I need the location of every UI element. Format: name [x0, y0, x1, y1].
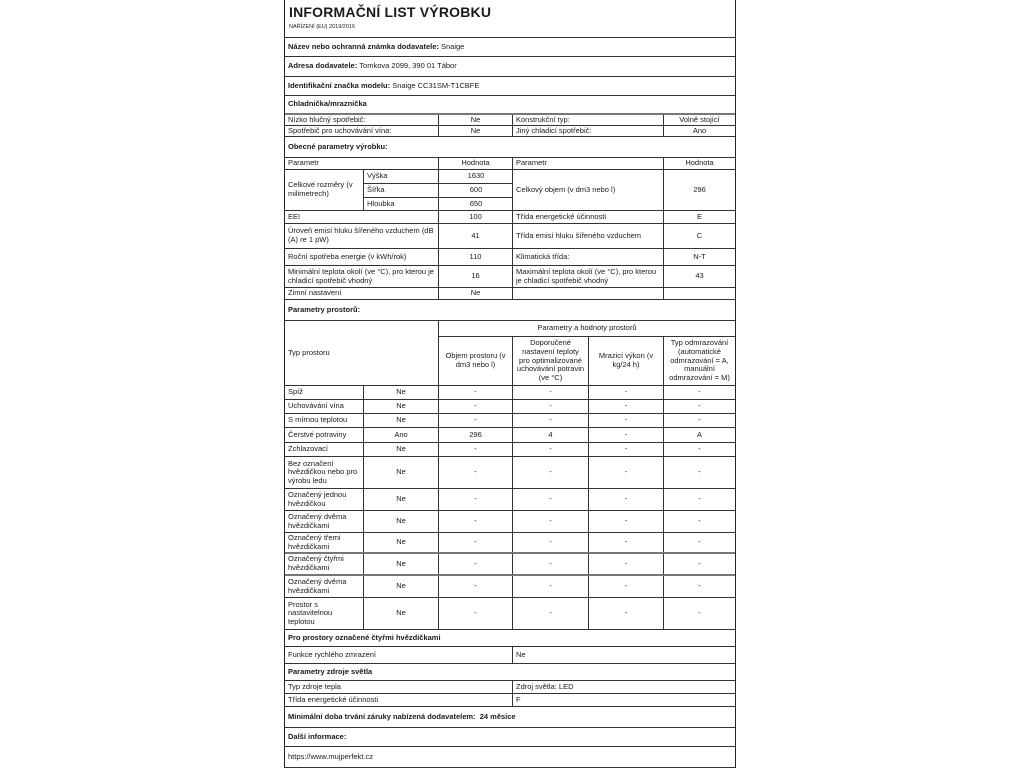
- model-id-value: Snaige CC31SM-T1CBFE: [392, 80, 480, 90]
- compartment-present: Ne: [363, 576, 438, 597]
- compartment-temp: 4: [512, 428, 588, 442]
- col-defrost: Typ odmrazování (automatické odmrazování = A, manuální odmrazování = M): [663, 337, 735, 385]
- compartment-volume: -: [438, 443, 512, 456]
- compartment-row: [285, 533, 735, 554]
- compartment-defrost: -: [663, 457, 735, 488]
- compartment-row: [285, 598, 735, 630]
- col-volume: Objem prostoru (v dm3 nebo l): [438, 337, 512, 385]
- regulation-reference: NAŘÍZENÍ (EU) 2019/2016: [289, 24, 356, 30]
- annual-energy-label: Roční spotřeba energie (v kWh/rok): [288, 251, 407, 261]
- col-compartment-type: Typ prostoru: [288, 347, 330, 357]
- noise-level-value: 41: [438, 224, 512, 248]
- total-volume-value: 296: [663, 170, 735, 210]
- compartment-present: Ne: [363, 457, 438, 488]
- general-heading-row: [285, 137, 735, 158]
- warranty-value: 24 měsíce: [479, 711, 516, 721]
- compartment-present: Ne: [363, 511, 438, 532]
- annual-energy-value: 110: [438, 249, 512, 265]
- light-heading-row: [285, 664, 735, 681]
- compartments-heading: Parametry prostorů:: [288, 304, 361, 314]
- height-value: 1630: [439, 170, 513, 184]
- compartment-defrost: A: [663, 428, 735, 442]
- compartment-type: Označený dvěma hvězdičkami: [288, 511, 347, 530]
- supplier-name-label: Název nebo ochranná známka dodavatele:: [288, 41, 439, 51]
- compartment-defrost: -: [663, 400, 735, 413]
- compartment-freeze: -: [588, 457, 663, 488]
- compartment-row: [285, 400, 735, 414]
- light-heading: Parametry zdroje světla: [288, 666, 373, 676]
- compartment-type: Spíž: [288, 387, 304, 397]
- compartment-freeze: -: [588, 386, 663, 399]
- compartment-present: Ne: [363, 414, 438, 427]
- compartment-temp: -: [512, 533, 588, 552]
- warranty-row: [285, 707, 735, 728]
- compartment-type: Uchovávání vína: [288, 401, 344, 411]
- compartment-freeze: -: [588, 400, 663, 413]
- compartment-freeze: -: [588, 533, 663, 552]
- compartment-present: Ne: [363, 443, 438, 456]
- compartment-volume: -: [438, 489, 512, 510]
- light-type-row: [285, 681, 735, 694]
- min-temp-value: 16: [438, 266, 512, 287]
- compartment-type: Označený čtyřmi hvězdičkami: [288, 554, 344, 572]
- compartment-defrost: -: [663, 386, 735, 399]
- min-temp-label: Minimální teplota okolí (ve °C), pro kterou je chladicí spotřebič vhodný: [288, 266, 434, 285]
- climate-class-value: N-T: [663, 249, 735, 265]
- compartment-defrost: -: [663, 533, 735, 552]
- eei-value: 100: [438, 211, 512, 223]
- warranty-label: Minimální doba trvání záruky nabízená dodavatelem:: [288, 711, 476, 721]
- general-row: [285, 266, 735, 288]
- compartment-type: Prostor s nastavitelnou teplotou: [288, 599, 333, 626]
- website-link[interactable]: https://www.mujperfekt.cz: [288, 751, 374, 761]
- compartment-present: Ano: [363, 428, 438, 442]
- col-parametr: Parametr: [288, 158, 319, 168]
- compartment-freeze: -: [588, 598, 663, 629]
- model-id-row: [285, 77, 735, 96]
- compartment-temp: -: [512, 386, 588, 399]
- max-temp-label: Maximální teplota okolí (ve °C), pro kterou je chladicí spotřebič vhodný: [512, 266, 663, 287]
- noise-class-value: C: [663, 224, 735, 248]
- wine-storage-value: Ne: [438, 126, 512, 136]
- title-block: [285, 0, 735, 38]
- climate-class-label: Klimatická třída:: [512, 249, 663, 265]
- dimensions-label: Celkové rozměry (v milimetrech): [288, 180, 353, 198]
- url-row: [285, 747, 735, 768]
- light-type-value: Zdroj světla: LED: [512, 681, 735, 693]
- compartment-volume: -: [438, 576, 512, 597]
- category-row: [285, 115, 735, 126]
- compartments-header: [285, 321, 735, 386]
- compartment-freeze: -: [588, 428, 663, 442]
- compartment-volume: -: [438, 386, 512, 399]
- construction-type-value: Volně stojící: [663, 115, 735, 125]
- compartment-freeze: -: [588, 489, 663, 510]
- other-appliance-value: Ano: [663, 126, 735, 136]
- winter-setting-value: Ne: [438, 288, 512, 299]
- col-parametr-2: Parametr: [512, 158, 663, 169]
- compartment-defrost: -: [663, 554, 735, 574]
- compartment-row: [285, 414, 735, 428]
- supplier-address-value: Tomkova 2099, 390 01 Tábor: [359, 61, 457, 71]
- compartment-present: Ne: [363, 489, 438, 510]
- eei-label: EEI: [288, 211, 301, 221]
- more-info-row: [285, 728, 735, 747]
- dimensions-block: [285, 170, 735, 211]
- compartment-row: [285, 457, 735, 489]
- col-temp: Doporučené nastavení teploty pro optimalizované uchovávání potravin (ve °C): [512, 337, 588, 385]
- depth-label: Hloubka: [367, 199, 395, 209]
- compartment-temp: -: [512, 554, 588, 574]
- category-row: [285, 126, 735, 137]
- total-volume-label: Celkový objem (v dm3 nebo l): [512, 170, 663, 210]
- general-heading: Obecné parametry výrobku:: [288, 141, 388, 151]
- compartment-temp: -: [512, 598, 588, 629]
- compartment-temp: -: [512, 400, 588, 413]
- compartment-type: Označený třemi hvězdičkami: [288, 533, 341, 551]
- compartment-temp: -: [512, 457, 588, 488]
- four-star-heading: Pro prostory označené čtyřmi hvězdičkami: [288, 632, 441, 642]
- compartments-heading-row: [285, 300, 735, 321]
- general-row: [285, 288, 735, 300]
- compartment-temp: -: [512, 443, 588, 456]
- compartment-row: [285, 576, 735, 598]
- winter-setting-label: Zimní nastavení: [288, 288, 342, 298]
- light-type-label: Typ zdroje tepla: [288, 681, 341, 691]
- fast-freeze-row: [285, 647, 735, 664]
- compartment-type: Bez označení hvězdičkou nebo pro výrobu ledu: [288, 458, 358, 485]
- other-appliance-label: Jiný chladicí spotřebič:: [512, 126, 663, 136]
- light-class-value: F: [512, 694, 735, 706]
- general-row: [285, 249, 735, 266]
- compartment-present: Ne: [363, 554, 438, 574]
- light-class-row: [285, 694, 735, 707]
- depth-value: 650: [469, 199, 483, 209]
- general-row: [285, 224, 735, 249]
- model-id-label: Identifikační značka modelu:: [288, 80, 391, 90]
- light-class-label: Třída energetické účinnosti: [288, 694, 379, 704]
- compartment-defrost: -: [663, 414, 735, 427]
- compartment-freeze: -: [588, 576, 663, 597]
- compartment-temp: -: [512, 414, 588, 427]
- compartment-present: Ne: [363, 400, 438, 413]
- compartment-volume: -: [438, 457, 512, 488]
- compartment-row: [285, 443, 735, 457]
- noise-level-label: Úroveň emisí hluku šířeného vzduchem (dB (A) re 1 pW): [288, 226, 434, 244]
- compartment-defrost: -: [663, 511, 735, 532]
- category-heading-row: [285, 96, 735, 115]
- compartment-temp: -: [512, 489, 588, 510]
- general-header-row: [285, 158, 735, 170]
- compartment-temp: -: [512, 576, 588, 597]
- compartment-volume: -: [438, 511, 512, 532]
- group-header: Parametry a hodnoty prostorů: [438, 321, 735, 337]
- supplier-name-value: Snaige: [440, 41, 465, 51]
- more-info-label: Další informace:: [288, 731, 347, 741]
- width-label: Šířka: [364, 184, 439, 198]
- fast-freeze-value: Ne: [512, 647, 735, 663]
- energy-class-label: Třída energetické účinnosti: [512, 211, 663, 223]
- four-star-heading-row: [285, 630, 735, 647]
- wine-storage-label: Spotřebič pro uchovávání vína:: [288, 126, 392, 135]
- dimension-values: [438, 170, 513, 210]
- fast-freeze-label: Funkce rychlého zmrazení: [288, 649, 376, 659]
- energy-class-value: E: [663, 211, 735, 223]
- compartment-type: Označený jednou hvězdičkou: [288, 489, 347, 508]
- empty-label: [512, 288, 663, 299]
- height-label: Výška: [364, 170, 439, 184]
- compartment-volume: -: [438, 414, 512, 427]
- compartment-type: S mírnou teplotou: [288, 415, 348, 425]
- compartment-defrost: -: [663, 598, 735, 629]
- dimension-names: [363, 170, 439, 210]
- compartment-freeze: -: [588, 414, 663, 427]
- max-temp-value: 43: [663, 266, 735, 287]
- compartment-row: [285, 554, 735, 576]
- compartment-temp: -: [512, 511, 588, 532]
- product-information-sheet: [284, 0, 736, 768]
- compartment-type: Čerstvé potraviny: [288, 429, 347, 439]
- compartment-volume: -: [438, 598, 512, 629]
- supplier-address-label: Adresa dodavatele:: [288, 61, 358, 71]
- compartment-present: Ne: [363, 386, 438, 399]
- col-hodnota: Hodnota: [438, 158, 512, 169]
- compartment-volume: -: [438, 554, 512, 574]
- compartment-defrost: -: [663, 576, 735, 597]
- document-title: INFORMAČNÍ LIST VÝROBKU: [289, 4, 492, 20]
- empty-value: [663, 288, 735, 299]
- low-noise-value: Ne: [438, 115, 512, 125]
- compartment-volume: 296: [438, 428, 512, 442]
- category-heading: Chladnička/mraznička: [288, 99, 367, 109]
- width-value: 600: [439, 184, 513, 198]
- compartment-row: [285, 428, 735, 443]
- compartment-row: [285, 489, 735, 511]
- supplier-name-row: [285, 38, 735, 57]
- compartment-freeze: -: [588, 554, 663, 574]
- col-freeze: Mrazicí výkon (v kg/24 h): [588, 337, 663, 385]
- compartment-volume: -: [438, 533, 512, 552]
- compartment-defrost: -: [663, 443, 735, 456]
- compartment-present: Ne: [363, 598, 438, 629]
- compartment-volume: -: [438, 400, 512, 413]
- compartment-type: Označený dvěma hvězdičkami: [288, 576, 347, 595]
- noise-class-label: Třída emisí hluku šířeného vzduchem: [512, 224, 663, 248]
- compartment-type: Zchlazovací: [288, 444, 329, 454]
- general-row: [285, 211, 735, 224]
- compartment-freeze: -: [588, 511, 663, 532]
- construction-type-label: Konstrukční typ:: [512, 115, 663, 125]
- compartment-row: [285, 511, 735, 533]
- low-noise-label: Nízko hlučný spotřebič:: [288, 115, 366, 124]
- compartment-row: [285, 386, 735, 400]
- compartment-present: Ne: [363, 533, 438, 552]
- col-hodnota-2: Hodnota: [663, 158, 735, 169]
- compartment-freeze: -: [588, 443, 663, 456]
- compartment-defrost: -: [663, 489, 735, 510]
- supplier-address-row: [285, 57, 735, 77]
